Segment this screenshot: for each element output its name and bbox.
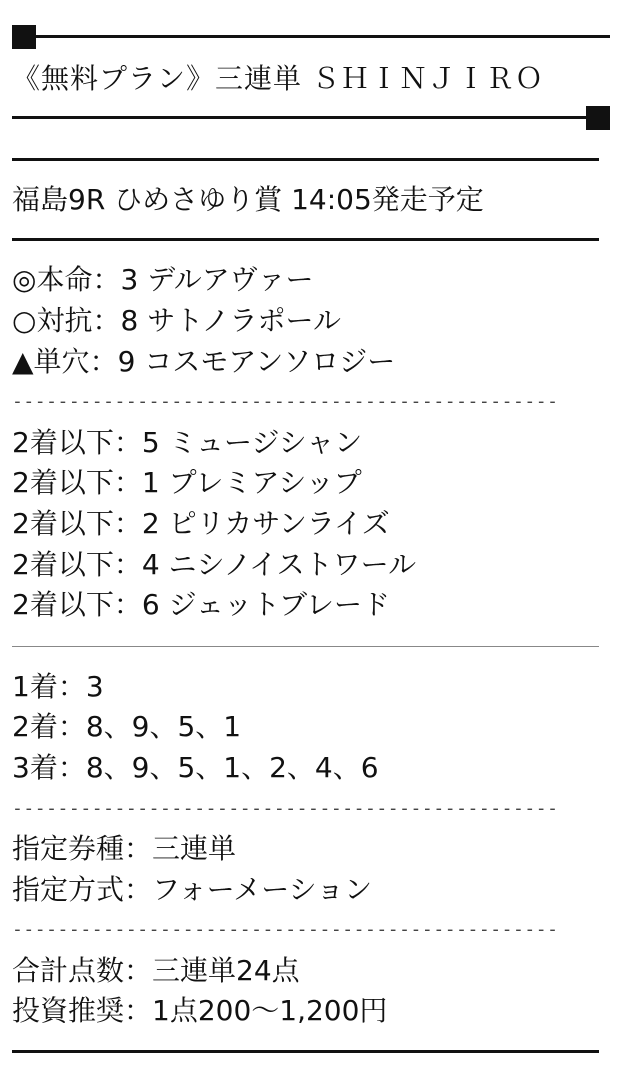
section-rule bbox=[12, 158, 599, 161]
pick-number: 9 bbox=[117, 344, 136, 378]
formation-first: 1着：3 bbox=[12, 669, 104, 703]
other-number: 4 bbox=[141, 547, 160, 581]
title-top-rule bbox=[12, 18, 640, 59]
other-number: 1 bbox=[141, 466, 160, 500]
square-mark-icon bbox=[12, 25, 36, 49]
pick-horse: デルアヴァー bbox=[147, 263, 314, 297]
pick-number: 3 bbox=[120, 263, 139, 297]
pick-symbol: ▲ bbox=[12, 344, 34, 378]
pick-role: 本命 bbox=[36, 263, 93, 297]
other-label: 2着以下 bbox=[12, 466, 114, 500]
race-info: 福島9R ひめさゆり賞 14:05発走予定 bbox=[12, 182, 484, 216]
investment-recommendation: 投資推奨：1点200〜1,200円 bbox=[12, 994, 388, 1028]
dashed-rule: ------------------------------------------------ bbox=[12, 919, 559, 941]
title-bottom-rule bbox=[12, 99, 640, 140]
bet-method: 指定方式：フォーメーション bbox=[12, 872, 373, 906]
pick-horse: コスモアンソロジー bbox=[144, 344, 396, 378]
other-horse: 2着以下：4 ニシノイストワール bbox=[12, 547, 417, 581]
other-label: 2着以下 bbox=[12, 425, 114, 459]
dashed-rule: ------------------------------------------------ bbox=[12, 391, 559, 413]
pick-sep: ： bbox=[92, 303, 121, 337]
pick-role: 単穴 bbox=[33, 344, 90, 378]
other-horse-name: ニシノイストワール bbox=[168, 547, 417, 581]
pick-sep: ： bbox=[92, 263, 121, 297]
other-horse: 2着以下：2 ピリカサンライズ bbox=[12, 506, 390, 540]
section-rule bbox=[12, 1050, 599, 1053]
other-number: 6 bbox=[141, 588, 160, 622]
section-rule bbox=[12, 238, 599, 241]
total-points: 合計点数：三連単24点 bbox=[12, 953, 300, 987]
other-label: 2着以下 bbox=[12, 588, 114, 622]
other-label: 2着以下 bbox=[12, 547, 114, 581]
square-mark-icon bbox=[586, 106, 610, 130]
other-number: 2 bbox=[141, 506, 160, 540]
other-horse-name: ミュージシャン bbox=[168, 425, 363, 459]
other-horse: 2着以下：6 ジェットブレード bbox=[12, 588, 391, 622]
heavy-rule bbox=[36, 35, 610, 38]
other-horse-name: ジェットブレード bbox=[168, 588, 391, 622]
other-horse-name: プレミアシップ bbox=[168, 466, 362, 500]
other-horse: 2着以下：1 プレミアシップ bbox=[12, 466, 362, 500]
page-title: 《無料プラン》三連単 ＳＨＩＮＪＩＲＯ bbox=[12, 61, 544, 95]
pick-role: 対抗 bbox=[36, 303, 93, 337]
pick-symbol: ○ bbox=[12, 303, 37, 337]
pick-tanana bbox=[12, 342, 640, 383]
other-label: 2着以下 bbox=[12, 506, 114, 540]
formation-third: 3着：8、9、5、1、2、4、6 bbox=[12, 750, 379, 784]
other-number: 5 bbox=[141, 425, 160, 459]
dashed-rule: ------------------------------------------------ bbox=[12, 797, 559, 819]
pick-honmei bbox=[12, 260, 640, 301]
formation-second: 2着：8、9、5、1 bbox=[12, 710, 242, 744]
pick-symbol: ◎ bbox=[12, 263, 37, 297]
thin-rule bbox=[12, 646, 599, 647]
other-horse: 2着以下：5 ミュージシャン bbox=[12, 425, 363, 459]
other-horse-name: ピリカサンライズ bbox=[168, 506, 390, 540]
pick-sep: ： bbox=[89, 344, 118, 378]
pick-taikou bbox=[12, 301, 640, 342]
heavy-rule bbox=[12, 116, 586, 119]
pick-horse: サトノラポール bbox=[147, 303, 341, 337]
pick-number: 8 bbox=[120, 303, 139, 337]
bet-type: 指定券種：三連単 bbox=[12, 832, 237, 866]
